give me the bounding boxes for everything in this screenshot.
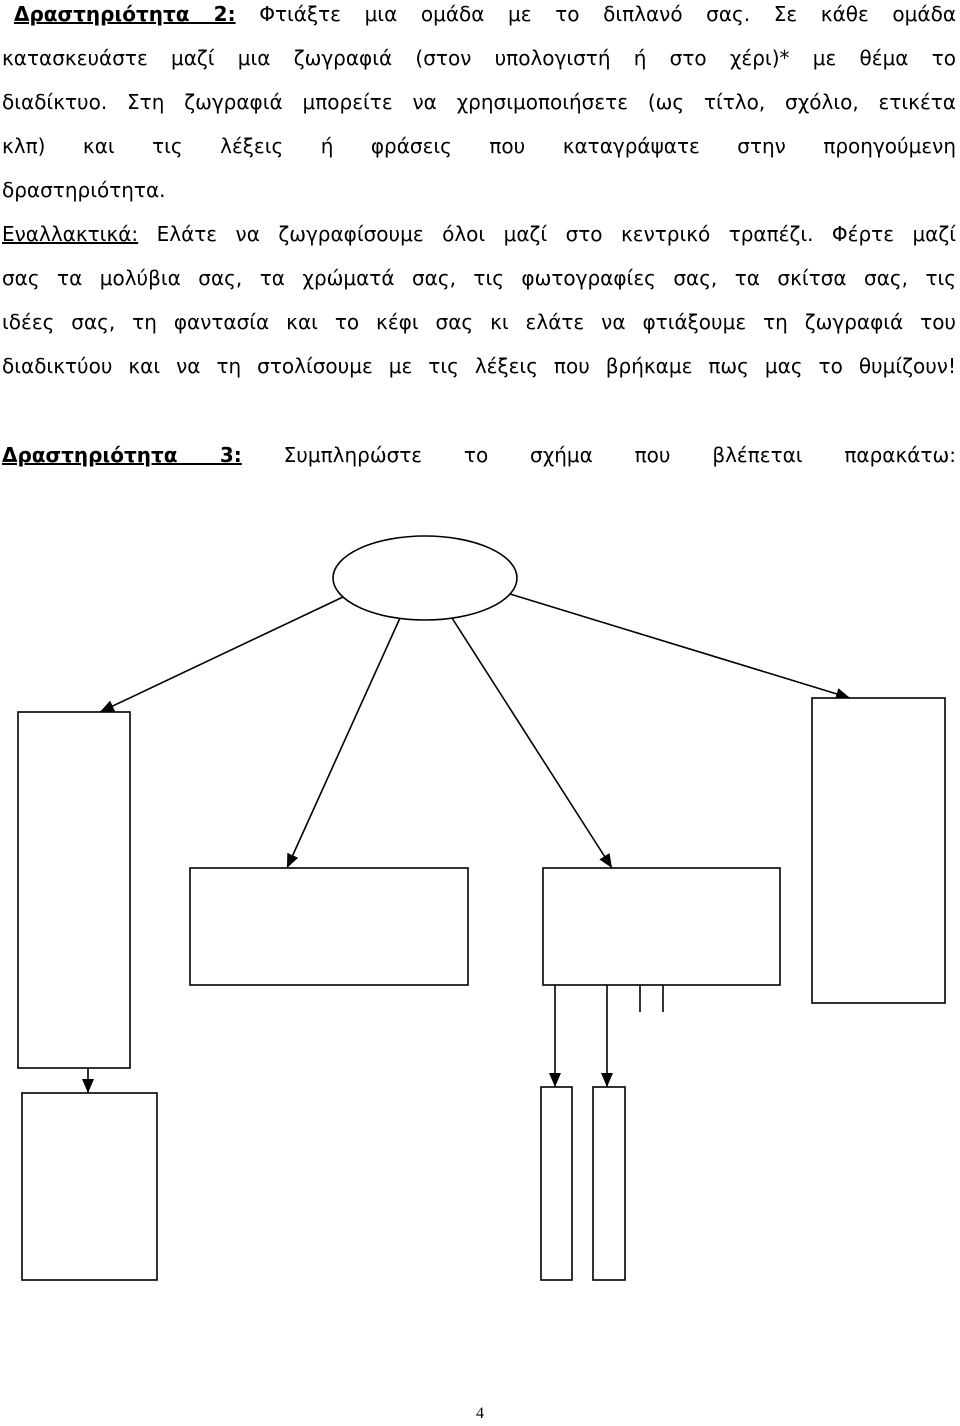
activity-2-line: διαδίκτυο. Στη ζωγραφιά μπορείτε να χρησιμοποιήσετε (ως τίτλο, σχόλιο, ετικέτα (2, 90, 956, 114)
middle-right-box (543, 868, 780, 985)
arrow-to-right-box (510, 594, 850, 698)
alternative-label: Εναλλακτικά: (2, 222, 139, 246)
activity-3-instruction: Συμπληρώστε το σχήμα που βλέπεται παρακάτω: (283, 443, 956, 467)
activity-2-paragraph (2, 0, 956, 388)
activity-2-line-1 (2, 0, 956, 36)
activity-2-label: Δραστηριότητα 2: (14, 2, 236, 26)
arrow-to-middle-left-box (287, 618, 400, 868)
arrow-to-middle-right-box (452, 618, 612, 868)
activity-3-heading (2, 433, 956, 477)
activity-3-label: Δραστηριότητα 3: (2, 443, 242, 467)
narrow-box-1 (541, 1087, 572, 1280)
alternative-line-1 (2, 212, 956, 256)
middle-left-box (190, 868, 468, 985)
activity-2-line: κλπ) και τις λέξεις ή φράσεις που καταγράψατε στην προηγούμενη (2, 134, 956, 158)
activity-2-intro: Φτιάξτε μια ομάδα με το διπλανό σας. Σε κάθε ομάδα (259, 2, 956, 26)
center-ellipse (333, 536, 517, 620)
alternative-line: σας τα μολύβια σας, τα χρώματά σας, τις φωτογραφίες σας, τα σκίτσα σας, τις (2, 266, 956, 290)
alternative-line: διαδικτύου και να τη στολίσουμε με τις λέξεις που βρήκαμε πως μας το θυμίζουν! (2, 354, 956, 378)
narrow-box-2 (593, 1087, 625, 1280)
alternative-intro: Ελάτε να ζωγραφίσουμε όλοι μαζί στο κεντρικό τραπέζι. Φέρτε μαζί (156, 222, 956, 246)
activity-2-line: κατασκευάστε μαζί μια ζωγραφιά (στον υπολογιστή ή στο χέρι)* με θέμα το (2, 46, 956, 70)
activity-2-line: δραστηριότητα. (2, 178, 166, 202)
right-tall-box (812, 698, 945, 1003)
arrow-to-left-box (100, 597, 343, 712)
lower-left-box (22, 1093, 157, 1280)
activity-3-line (2, 433, 956, 477)
alternative-line: ιδέες σας, τη φαντασία και το κέφι σας κι ελάτε να φτιάξουμε τη ζωγραφιά του (2, 310, 956, 334)
page-number: 4 (476, 1405, 484, 1422)
left-tall-box (18, 712, 130, 1068)
